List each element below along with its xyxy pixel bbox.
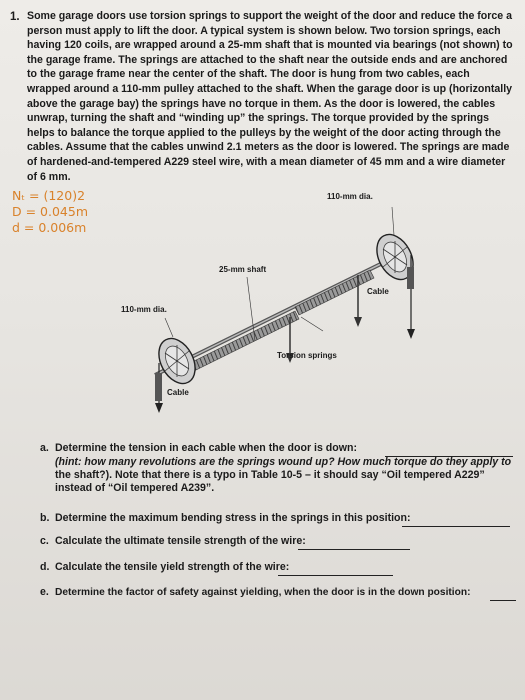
part-b-text: Determine the maximum bending stress in the springs in this position:: [55, 512, 411, 524]
part-e-answer-line[interactable]: [490, 600, 516, 601]
springs-leader: [301, 317, 323, 331]
left-torsion-spring: [190, 311, 299, 371]
hint-line-3: instead of “Oil tempered A239”.: [55, 482, 215, 494]
part-b-letter: b.: [40, 512, 50, 524]
garage-spring-figure: [95, 185, 515, 415]
right-torsion-spring: [295, 270, 374, 315]
right-cable-spool: [407, 267, 414, 289]
handwritten-mean-diameter: D = 0.045m: [12, 204, 89, 219]
hint-line-2: the shaft?). Note that there is a typo in Table 10-5 – it should say “Oil tempered A229”: [55, 469, 485, 481]
left-cable-arrow: [155, 403, 163, 413]
left-pulley-label: 110-mm dia.: [121, 305, 167, 314]
handwritten-wire-diameter: d = 0.006m: [12, 220, 87, 235]
part-a-letter: a.: [40, 442, 49, 454]
problem-statement: Some garage doors use torsion springs to support the weight of the door and reduce the force a person must apply to lift the door. A typical system is shown below. Two torsion springs, each having 120 coils, are wrapped around a 25-mm shaft that is mounted via bearings (not shown) to the garage frame. The springs are attached to the shaft near the outside ends and are anchored to the garage frame near the center of the shaft. The door is hung from two cables, each wrapped around a 110-mm pulley attached to the shaft. When the garage door is up (horizontally above the garage bay) the springs have no torque in them. As the door is lowered, the cables unwrap, turning the shaft and “winding up” the springs. The torque provided by the springs helps to balance the torque applied to the pulleys by the weight of the door acting through the cables. Assume that the cables unwind 2.1 meters as the door is lowered. The springs are made of hardened-and-tempered A229 steel wire, with a mean diameter of 45 mm and a wire diameter of 6 mm.: [27, 10, 513, 183]
right-pulley-label: 110-mm dia.: [327, 192, 373, 201]
left-cable-spool: [155, 373, 162, 401]
shaft-label: 25-mm shaft: [219, 265, 267, 274]
torsion-springs-label: Torsion springs: [277, 351, 337, 360]
part-c-answer-line[interactable]: [298, 549, 410, 550]
part-b-answer-line[interactable]: [402, 526, 510, 527]
handwritten-coil-count: Nₜ = (120)2: [12, 188, 86, 203]
part-e-letter: e.: [40, 586, 49, 598]
part-d-answer-line[interactable]: [278, 575, 393, 576]
part-d-letter: d.: [40, 561, 50, 573]
left-pulley-leader: [165, 318, 173, 337]
part-d-text: Calculate the tensile yield strength of the wire:: [55, 561, 290, 573]
part-c-text: Calculate the ultimate tensile strength of the wire:: [55, 535, 306, 547]
right-cable-arrow: [407, 329, 415, 339]
part-c-letter: c.: [40, 535, 49, 547]
left-cable-label: Cable: [167, 388, 189, 397]
problem-number: 1.: [10, 11, 20, 23]
part-e-text: Determine the factor of safety against yielding, when the door is in the down position:: [55, 587, 471, 598]
hint-line-1: (hint: how many revolutions are the springs wound up? How much torque do they apply to: [55, 456, 512, 468]
anchor-arrow-right: [354, 317, 362, 327]
right-pulley-leader: [392, 207, 394, 235]
part-a-text: Determine the tension in each cable when the door is down:: [55, 442, 357, 454]
figure-drawing: [95, 185, 515, 415]
right-cable-label: Cable: [367, 287, 389, 296]
